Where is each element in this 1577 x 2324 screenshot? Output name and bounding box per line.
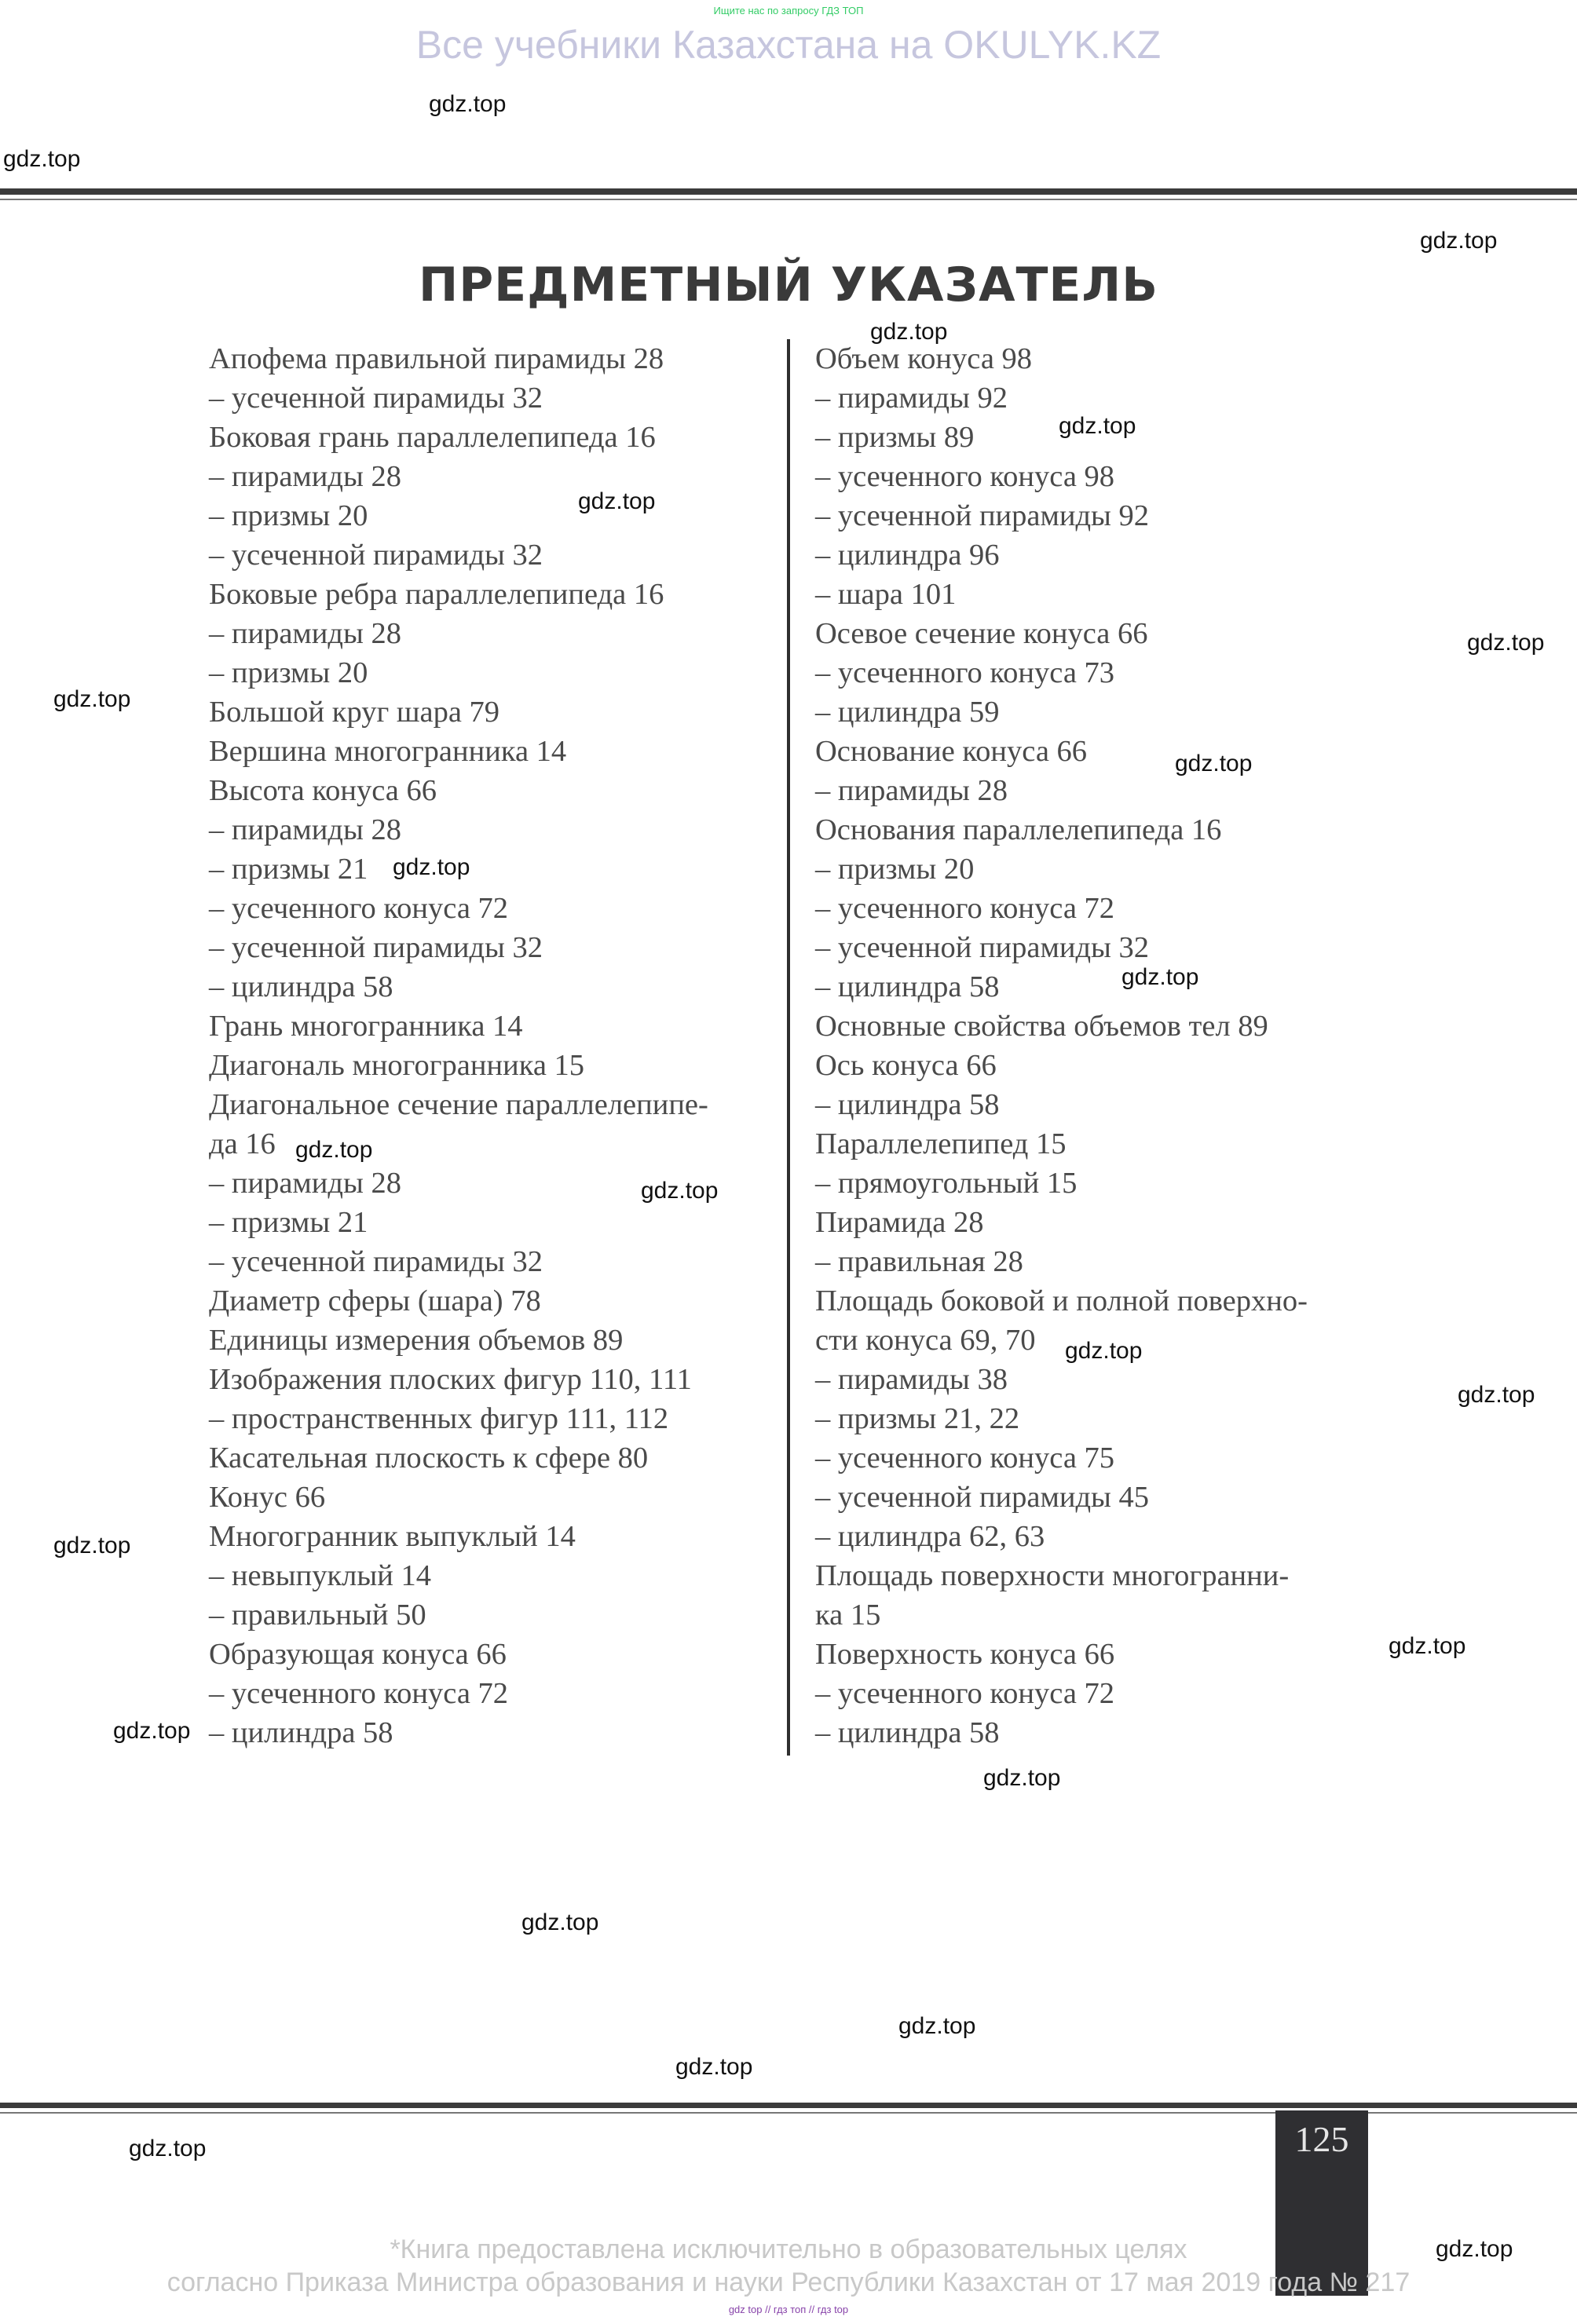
- index-entry: – цилиндра 59: [815, 696, 1000, 729]
- watermark: gdz.top: [1436, 2236, 1513, 2262]
- index-entry: – призмы 21: [209, 1206, 368, 1239]
- index-entry: – призмы 21, 22: [815, 1402, 1020, 1435]
- index-entry: Основание конуса 66: [815, 735, 1088, 768]
- index-entry: Параллелепипед 15: [815, 1127, 1067, 1160]
- watermark: gdz.top: [521, 1909, 599, 1935]
- index-entry: Осевое сечение конуса 66: [815, 617, 1148, 650]
- watermark: gdz.top: [578, 488, 656, 514]
- index-entry: – призмы 21: [209, 853, 368, 886]
- watermark: gdz.top: [1389, 1633, 1466, 1659]
- index-right-column: [815, 339, 1308, 1752]
- watermark: gdz.top: [641, 1178, 719, 1204]
- index-entry: Объем конуса 98: [815, 342, 1033, 375]
- index-entry: Касательная плоскость к сфере 80: [209, 1442, 649, 1474]
- index-entry: – пирамиды 28: [209, 460, 401, 493]
- watermark: gdz.top: [1175, 751, 1253, 776]
- index-entry: – цилиндра 58: [209, 1716, 393, 1749]
- top-rule: [0, 188, 1577, 195]
- index-entry: – усеченной пирамиды 32: [209, 1245, 543, 1278]
- index-entry: Многогранник выпуклый 14: [209, 1520, 576, 1553]
- index-entry: – призмы 20: [209, 499, 368, 532]
- index-entry: Диаметр сферы (шара) 78: [209, 1284, 541, 1317]
- watermark: gdz.top: [3, 146, 81, 172]
- index-entry: Основные свойства объемов тел 89: [815, 1010, 1268, 1043]
- index-entry: Площадь боковой и полной поверхно-: [815, 1284, 1308, 1317]
- site-banner[interactable]: Все учебники Казахстана на OKULYK.KZ: [415, 23, 1162, 67]
- watermark: gdz.top: [129, 2136, 207, 2161]
- index-entry: Высота конуса 66: [209, 774, 437, 807]
- index-entry: – усеченного конуса 75: [815, 1442, 1115, 1474]
- index-entry: – пирамиды 28: [815, 774, 1008, 807]
- index-entry: – пирамиды 38: [815, 1363, 1008, 1396]
- index-entry: – цилиндра 58: [815, 970, 1000, 1003]
- index-entry: Апофема правильной пирамиды 28: [209, 342, 664, 375]
- index-entry: – цилиндра 58: [815, 1716, 1000, 1749]
- column-divider: [787, 339, 790, 1756]
- index-entry: – усеченной пирамиды 32: [209, 382, 543, 415]
- index-entry: Диагональное сечение параллелепипе-: [209, 1088, 708, 1121]
- index-entry: – правильный 50: [209, 1599, 426, 1632]
- index-entry: Площадь поверхности многогранни-: [815, 1559, 1290, 1592]
- search-hint: Ищите нас по запросу ГДЗ ТОП: [713, 5, 864, 16]
- index-entry: сти конуса 69, 70: [815, 1324, 1036, 1357]
- top-rule-thin: [0, 199, 1577, 200]
- index-entry: – призмы 20: [815, 853, 975, 886]
- index-entry: Ось конуса 66: [815, 1049, 997, 1082]
- index-entry: Единицы измерения объемов 89: [209, 1324, 624, 1357]
- watermark: gdz.top: [53, 1533, 131, 1558]
- index-entry: – усеченной пирамиды 92: [815, 499, 1150, 532]
- watermark: gdz.top: [393, 854, 470, 880]
- index-entry: – шара 101: [815, 578, 957, 611]
- page-number: 125: [1294, 2119, 1349, 2159]
- footer-links[interactable]: gdz top // гдз топ // гдз top: [728, 2304, 849, 2315]
- watermark: gdz.top: [1065, 1338, 1143, 1364]
- index-entry: – призмы 89: [815, 421, 975, 454]
- watermark: gdz.top: [1458, 1382, 1535, 1408]
- watermark: gdz.top: [898, 2013, 976, 2039]
- index-entry: – усеченной пирамиды 32: [209, 931, 543, 964]
- index-entry: ка 15: [815, 1599, 881, 1632]
- index-entry: Грань многогранника 14: [209, 1010, 523, 1043]
- watermark: gdz.top: [113, 1718, 191, 1744]
- index-entry: – призмы 20: [209, 656, 368, 689]
- index-entry: – пирамиды 92: [815, 382, 1008, 415]
- index-entry: – усеченного конуса 72: [815, 1677, 1115, 1710]
- index-entry: – пространственных фигур 111, 112: [209, 1402, 669, 1435]
- page-title: ПРЕДМЕТНЫЙ УКАЗАТЕЛЬ: [418, 258, 1158, 312]
- index-entry: – усеченной пирамиды 32: [209, 539, 543, 572]
- index-entry: – цилиндра 58: [815, 1088, 1000, 1121]
- index-entry: – пирамиды 28: [209, 1167, 401, 1200]
- watermark: gdz.top: [983, 1765, 1061, 1791]
- index-entry: – правильная 28: [815, 1245, 1023, 1278]
- index-entry: – пирамиды 28: [209, 813, 401, 846]
- watermark: gdz.top: [429, 91, 507, 117]
- watermark: gdz.top: [53, 686, 131, 712]
- footer-disclaimer-line2: согласно Приказа Министра образования и науки Республики Казахстан от 17 мая 2019 года № 217: [166, 2267, 1411, 2297]
- watermark: gdz.top: [1059, 413, 1136, 439]
- index-entry: Большой круг шара 79: [209, 696, 500, 729]
- index-entry: Конус 66: [209, 1481, 326, 1514]
- index-entry: – цилиндра 62, 63: [815, 1520, 1045, 1553]
- index-entry: Вершина многогранника 14: [209, 735, 567, 768]
- index-entry: Образующая конуса 66: [209, 1638, 507, 1671]
- watermark: gdz.top: [870, 319, 948, 345]
- index-entry: Основания параллелепипеда 16: [815, 813, 1222, 846]
- footer-disclaimer-line1: *Книга предоставлена исключительно в образовательных целях: [390, 2234, 1187, 2264]
- index-left-column: [209, 339, 708, 1752]
- index-entry: – усеченного конуса 72: [815, 892, 1115, 925]
- index-entry: Боковые ребра параллелепипеда 16: [209, 578, 664, 611]
- index-entry: Пирамида 28: [815, 1206, 984, 1239]
- index-entry: Боковая грань параллелепипеда 16: [209, 421, 656, 454]
- watermark: gdz.top: [1121, 964, 1199, 990]
- index-entry: Поверхность конуса 66: [815, 1638, 1115, 1671]
- watermark: gdz.top: [295, 1137, 373, 1163]
- index-entry: Изображения плоских фигур 110, 111: [209, 1363, 692, 1396]
- index-entry: – цилиндра 96: [815, 539, 1000, 572]
- index-entry: да 16: [209, 1127, 276, 1160]
- index-entry: – усеченного конуса 72: [209, 1677, 509, 1710]
- watermark: gdz.top: [1420, 228, 1498, 254]
- index-entry: – усеченной пирамиды 45: [815, 1481, 1150, 1514]
- index-entry: – пирамиды 28: [209, 617, 401, 650]
- watermark: gdz.top: [1467, 630, 1545, 656]
- bottom-rule: [0, 2103, 1577, 2108]
- index-entry: – прямоугольный 15: [815, 1167, 1078, 1200]
- index-entry: Диагональ многогранника 15: [209, 1049, 585, 1082]
- index-entry: – усеченного конуса 98: [815, 460, 1115, 493]
- index-entry: – усеченного конуса 72: [209, 892, 509, 925]
- index-entry: – цилиндра 58: [209, 970, 393, 1003]
- index-entry: – усеченного конуса 73: [815, 656, 1115, 689]
- watermark: gdz.top: [675, 2054, 753, 2080]
- index-entry: – невыпуклый 14: [209, 1559, 431, 1592]
- index-entry: – усеченной пирамиды 32: [815, 931, 1150, 964]
